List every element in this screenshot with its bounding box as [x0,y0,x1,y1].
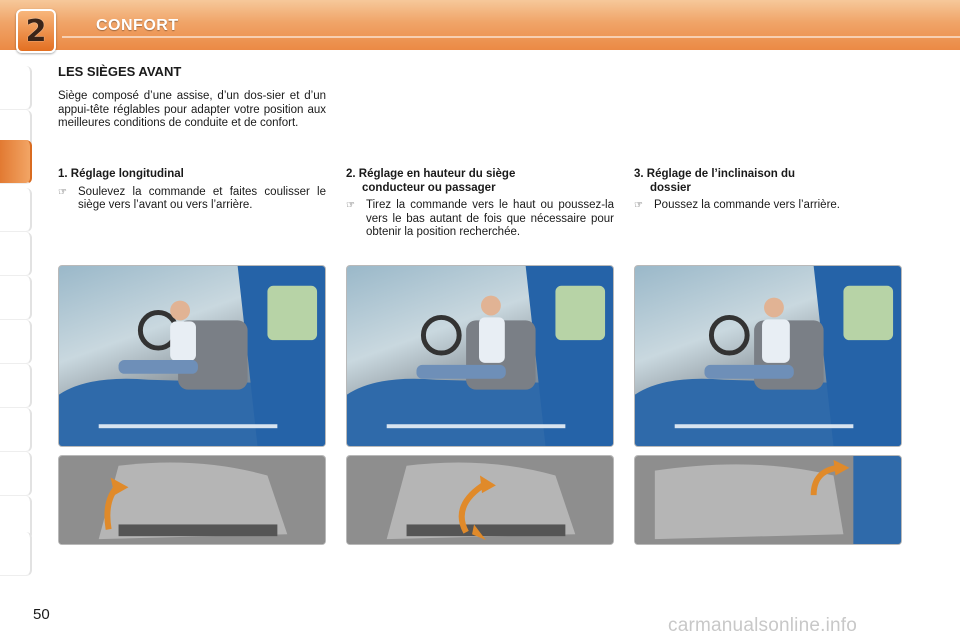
intro-paragraph: Siège composé d’une assise, d’un dos-sier et d’un appui-tête réglables pour adapter votre position aux meilleures conditions de conduite et de confort. [58,90,326,129]
instruction-column-1 [58,168,326,213]
chapter-tab-active[interactable] [0,140,32,184]
watermark: carmanualsonline.info [668,615,858,636]
seat-detail-photo-2 [346,455,614,545]
instruction-bullet [634,199,902,213]
chapter-badge [16,9,56,53]
instruction-column-2 [346,168,614,240]
chapter-tab[interactable] [0,364,32,408]
instruction-title: 2. Réglage en hauteur du siège conducteur ou passager [346,168,516,194]
driver-seat-photo-1 [58,265,326,447]
seat-detail-photo-1 [58,455,326,545]
instruction-text: Soulevez la commande et faites coulisser le siège vers l’avant ou vers l’arrière. [78,185,326,211]
pointing-hand-icon: ☞ [634,200,643,211]
page-number: 50 [33,606,50,623]
chapter-tab[interactable] [0,408,32,452]
chapter-tab[interactable] [0,276,32,320]
driver-seat-photo-3 [634,265,902,447]
chapter-tab[interactable] [0,532,32,576]
chapter-tab[interactable] [0,66,32,110]
pointing-hand-icon: ☞ [346,200,355,211]
chapter-title: CONFORT [96,17,179,34]
instruction-bullet [58,186,326,213]
chapter-tab[interactable] [0,188,32,232]
section-title: LES SIÈGES AVANT [58,64,182,79]
chapter-tab[interactable] [0,452,32,496]
instruction-bullet [346,199,614,240]
driver-seat-photo-2 [346,265,614,447]
chapter-tabs [0,66,34,576]
instruction-column-3 [634,168,902,213]
chapter-number: 2 [25,13,47,49]
instruction-text: Tirez la commande vers le haut ou poussez-la vers le bas autant de fois que nécessaire pour obtenir la position recherchée. [366,199,614,238]
instruction-title: 3. Réglage de l’inclinaison du dossier [634,168,796,194]
chapter-tab[interactable] [0,232,32,276]
instruction-text: Poussez la commande vers l’arrière. [654,199,840,211]
pointing-hand-icon: ☞ [58,186,67,198]
instruction-title: 1. Réglage longitudinal [58,168,184,180]
seat-detail-photo-3 [634,455,902,545]
chapter-tab[interactable] [0,320,32,364]
